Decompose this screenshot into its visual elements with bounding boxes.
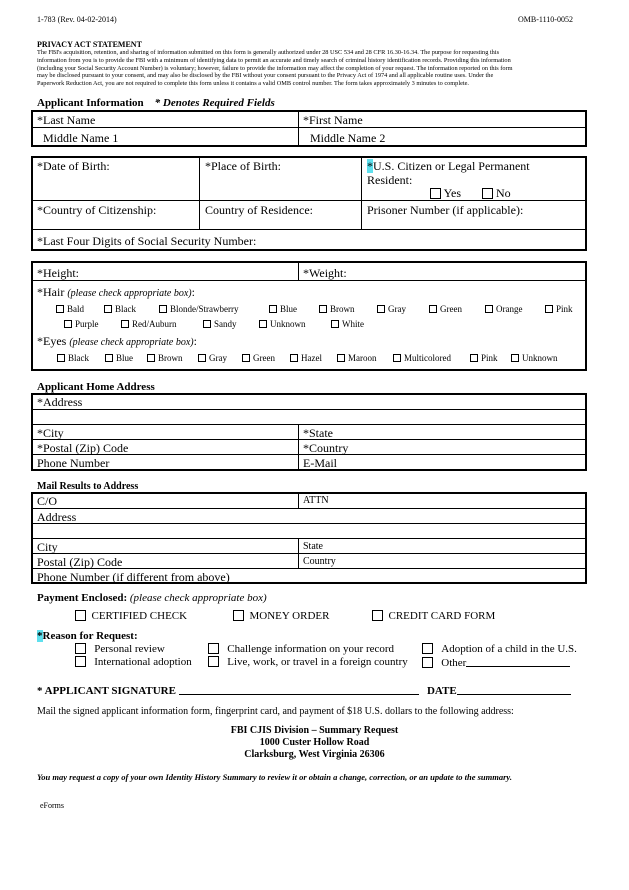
checkbox-icon[interactable] (545, 305, 553, 313)
footer-note: You may request a copy of your own Identity History Summary to review it or obtain a change, correction, or an update to the summary. (37, 772, 512, 782)
hair-option[interactable] (545, 304, 573, 314)
eyes-option-label: Black (68, 353, 89, 363)
eyes-option-label: Hazel (301, 353, 322, 363)
reason-option-label: International adoption (94, 656, 192, 668)
hair-option-label: Brown (330, 304, 355, 314)
checkbox-icon[interactable] (269, 305, 277, 313)
reason-option[interactable] (422, 643, 577, 655)
attn-field[interactable]: ATTN (303, 495, 329, 506)
checkbox-icon[interactable] (259, 320, 267, 328)
citizen-star: * (367, 159, 373, 173)
checkbox-icon[interactable] (429, 305, 437, 313)
yes-label: Yes (443, 186, 462, 200)
reason-option-label: Challenge information on your record (227, 643, 395, 655)
reason-option[interactable] (75, 643, 165, 655)
hair-option-label: Red/Auburn (132, 319, 177, 329)
checkbox-icon[interactable] (511, 354, 519, 362)
credit-card-option[interactable] (372, 610, 495, 622)
home-phone-field[interactable]: Phone Number (37, 456, 110, 470)
checkbox-icon[interactable] (56, 305, 64, 313)
applicant-heading-text: Applicant Information (37, 97, 144, 109)
privacy-line: (including your Social Security Account Number) is voluntary; however, failure to provide the information may affect the completion of your request. The information reported on this form (37, 64, 513, 72)
prisoner-number-field[interactable]: Prisoner Number (if applicable): (367, 203, 524, 217)
checkbox-icon[interactable] (75, 610, 86, 621)
reason-label (37, 630, 138, 642)
mailing-address-line: 1000 Custer Hollow Road (259, 737, 370, 748)
checkbox-icon[interactable] (470, 354, 478, 362)
omb-number: OMB-1110-0052 (518, 15, 573, 24)
checkbox-icon[interactable] (290, 354, 298, 362)
home-country-field[interactable]: *Country (303, 441, 349, 455)
checkbox-icon[interactable] (121, 320, 129, 328)
hair-option-label: Black (115, 304, 136, 314)
citizen-field (367, 159, 530, 187)
checkbox-icon[interactable] (422, 657, 433, 668)
money-order-option[interactable] (233, 610, 329, 622)
citizen-no-option[interactable] (482, 186, 511, 201)
form-id: 1-783 (Rev. 04-02-2014) (37, 15, 117, 24)
citizen-label-1: U.S. Citizen or Legal Permanent (373, 159, 530, 173)
country-residence-field[interactable]: Country of Residence: (205, 203, 313, 217)
eyes-option-label: Unknown (522, 353, 558, 363)
payment-option-label: CREDIT CARD FORM (388, 610, 496, 622)
first-name-field[interactable]: *First Name (303, 113, 363, 127)
hair-label-text: *Hair (37, 285, 65, 299)
reason-option[interactable] (75, 656, 192, 668)
checkbox-icon[interactable] (203, 320, 211, 328)
eyes-option[interactable] (198, 353, 227, 363)
checkbox-icon[interactable] (208, 656, 219, 667)
checkbox-icon[interactable] (159, 305, 167, 313)
hair-label (37, 285, 195, 300)
middle-name-1-field[interactable]: Middle Name 1 (43, 131, 119, 145)
mailing-address-line: Clarksburg, West Virginia 26306 (244, 749, 385, 760)
citizen-label-2: Resident: (367, 173, 413, 187)
privacy-line: information from you is to provide the FBI with a minimum of identifying data to permit an accurate and timely search of criminal history identification records. Providing this information (37, 56, 511, 64)
hair-option-label: White (342, 319, 364, 329)
home-email-field[interactable]: E-Mail (303, 456, 337, 470)
eyes-option[interactable] (105, 353, 133, 363)
hair-option[interactable] (259, 319, 306, 329)
reason-option[interactable] (208, 643, 394, 655)
mail-state-field[interactable]: State (303, 541, 323, 552)
checkbox-icon[interactable] (104, 305, 112, 313)
reason-option-label: Personal review (94, 643, 165, 655)
eyes-label-text: *Eyes (37, 334, 67, 348)
last-name-field[interactable]: *Last Name (37, 113, 96, 127)
privacy-title: PRIVACY ACT STATEMENT (37, 40, 142, 49)
hair-option[interactable] (104, 304, 136, 314)
eyes-colon: : (193, 334, 197, 348)
country-citizenship-field[interactable]: *Country of Citizenship: (37, 203, 157, 217)
eyes-option-label: Multicolored (404, 353, 451, 363)
eyes-option[interactable] (393, 353, 451, 363)
hair-option[interactable] (331, 319, 364, 329)
hair-option-label: Blonde/Strawberry (170, 304, 239, 314)
height-field[interactable]: *Height: (37, 266, 79, 280)
mailing-address-line: FBI CJIS Division – Summary Request (230, 725, 399, 736)
mail-country-field[interactable]: Country (303, 556, 336, 567)
other-input[interactable] (466, 656, 570, 667)
reason-option[interactable] (208, 656, 408, 668)
hair-note: (please check appropriate box) (67, 288, 192, 299)
checkbox-icon[interactable] (64, 320, 72, 328)
home-state-field[interactable]: *State (303, 426, 333, 440)
checkbox-icon[interactable] (485, 305, 493, 313)
checkbox-icon[interactable] (319, 305, 327, 313)
reason-star: * (37, 630, 43, 642)
reason-option-label: Adoption of a child in the U.S. (441, 643, 577, 655)
checkbox-icon[interactable] (337, 354, 345, 362)
home-address-heading: Applicant Home Address (37, 381, 155, 393)
hair-option-label: Sandy (214, 319, 237, 329)
hair-option-label: Pink (556, 304, 573, 314)
reason-option-label: Live, work, or travel in a foreign country (227, 656, 408, 668)
home-city-field[interactable]: *City (37, 426, 64, 440)
eyes-option[interactable] (337, 353, 377, 363)
hair-option[interactable] (429, 304, 462, 314)
eyes-label (37, 334, 197, 349)
hair-option[interactable] (377, 304, 406, 314)
eyes-option[interactable] (147, 353, 183, 363)
hair-option-label: Purple (75, 319, 99, 329)
checkbox-icon[interactable] (233, 610, 244, 621)
privacy-text (37, 49, 587, 88)
eforms-label: eForms (40, 801, 64, 810)
co-field[interactable]: C/O (37, 494, 58, 508)
payment-option-label: CERTIFIED CHECK (91, 610, 188, 622)
reason-label-text: Reason for Request: (42, 630, 138, 642)
hair-option-label: Blue (280, 304, 297, 314)
date-label: DATE (426, 685, 457, 697)
eyes-option[interactable] (57, 353, 89, 363)
checkbox-icon[interactable] (393, 354, 401, 362)
hair-option[interactable] (121, 319, 177, 329)
eyes-option-label: Maroon (348, 353, 377, 363)
hair-option-label: Bald (67, 304, 84, 314)
mail-address-field[interactable]: Address (37, 510, 77, 524)
checkbox-icon[interactable] (105, 354, 113, 362)
checkbox-icon[interactable] (208, 643, 219, 654)
mail-city-field[interactable]: City (37, 540, 58, 554)
hair-option-label: Gray (388, 304, 406, 314)
checkbox-icon[interactable] (331, 320, 339, 328)
hair-option-label: Green (440, 304, 462, 314)
privacy-line: The FBI's acquisition, retention, and sharing of information submitted on this form is generally authorized under 28 USC 534 and 28 CFR 16.30-16.34. The purpose for requesting this (37, 49, 500, 56)
required-note: * Denotes Required Fields (154, 97, 275, 109)
checkbox-icon[interactable] (147, 354, 155, 362)
signature-line (37, 684, 571, 697)
citizen-yes-option[interactable] (430, 186, 461, 201)
certified-check-option[interactable] (75, 610, 187, 622)
home-address-field[interactable]: *Address (37, 395, 83, 409)
no-label: No (496, 186, 511, 200)
payment-label (37, 592, 267, 604)
hair-option[interactable] (319, 304, 355, 314)
hair-option[interactable] (159, 304, 238, 314)
signature-input[interactable] (179, 684, 419, 695)
checkbox-icon[interactable] (57, 354, 65, 362)
payment-option-label: MONEY ORDER (249, 610, 330, 622)
weight-field[interactable]: *Weight: (303, 266, 347, 280)
eyes-option-label: Green (253, 353, 275, 363)
checkbox-icon[interactable] (372, 610, 383, 621)
reason-option-label: Other (441, 657, 467, 669)
applicant-heading (37, 97, 275, 109)
hair-option[interactable] (485, 304, 523, 314)
reason-option[interactable] (422, 656, 570, 669)
date-input[interactable] (457, 684, 571, 695)
mail-phone-field[interactable]: Phone Number (if different from above) (37, 570, 230, 584)
eyes-option[interactable] (470, 353, 498, 363)
checkbox-icon[interactable] (422, 643, 433, 654)
eyes-option-label: Brown (158, 353, 183, 363)
ssn-field[interactable]: *Last Four Digits of Social Security Number: (37, 234, 257, 248)
privacy-line: Paperwork Reduction Act, you are not required to complete this form unless it contains a valid OMB control number. The form takes approximately 3 minutes to complete. (37, 80, 469, 88)
hair-option-label: Unknown (270, 319, 306, 329)
pob-field[interactable]: *Place of Birth: (205, 159, 281, 173)
mail-instructions: Mail the signed applicant information form, fingerprint card, and payment of $18 U.S. dollars to the following address: (37, 706, 514, 717)
signature-label: * APPLICANT SIGNATURE (37, 685, 176, 697)
eyes-option[interactable] (290, 353, 322, 363)
middle-name-2-field[interactable]: Middle Name 2 (310, 131, 386, 145)
checkbox-icon[interactable] (377, 305, 385, 313)
privacy-line: may be disclosed pursuant to your consent, and may also be disclosed by the FBI without your consent pursuant to the Privacy Act of 1974 and all applicable routine uses. Under the (37, 72, 494, 80)
hair-option[interactable] (56, 304, 84, 314)
hair-option-label: Orange (496, 304, 523, 314)
eyes-option[interactable] (242, 353, 275, 363)
hair-colon: : (191, 285, 195, 299)
checkbox-icon[interactable] (75, 656, 86, 667)
hair-option[interactable] (203, 319, 237, 329)
hair-option[interactable] (269, 304, 297, 314)
checkbox-icon[interactable] (75, 643, 86, 654)
payment-note: (please check appropriate box) (129, 592, 267, 604)
eyes-option-label: Blue (116, 353, 133, 363)
mail-results-heading: Mail Results to Address (37, 481, 139, 492)
payment-label-text: Payment Enclosed: (37, 592, 128, 604)
yes-checkbox[interactable] (430, 188, 441, 199)
checkbox-icon[interactable] (198, 354, 206, 362)
checkbox-icon[interactable] (242, 354, 250, 362)
hair-option[interactable] (64, 319, 99, 329)
eyes-option-label: Pink (481, 353, 498, 363)
eyes-option[interactable] (511, 353, 558, 363)
eyes-note: (please check appropriate box) (69, 337, 194, 348)
no-checkbox[interactable] (482, 188, 493, 199)
dob-field[interactable]: *Date of Birth: (37, 159, 110, 173)
home-postal-field[interactable]: *Postal (Zip) Code (37, 441, 129, 455)
mail-postal-field[interactable]: Postal (Zip) Code (37, 555, 123, 569)
eyes-option-label: Gray (209, 353, 227, 363)
mailing-address (0, 725, 629, 761)
